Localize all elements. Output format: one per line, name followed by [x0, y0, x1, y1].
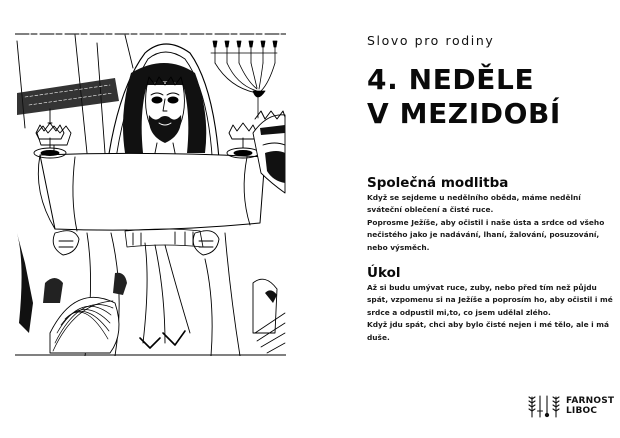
section-task [367, 264, 613, 344]
section-paragraph: Když jdu spát, chci aby bylo čisté nejen i mé tělo, ale i má duše. [367, 320, 609, 342]
wheat-sword-candle-wheat-icon [527, 394, 563, 418]
logo-line-2: LIBOC [566, 406, 598, 416]
section-heading: Společná modlitba [367, 175, 509, 191]
illustration [15, 33, 286, 356]
title-line-1: 4. NEDĚLE [367, 63, 535, 96]
illustration-jesus-reading-scroll-icon [15, 33, 286, 356]
logo-text [566, 396, 614, 416]
section-paragraph: Když se sejdeme u nedělního oběda, máme nedělní sváteční oblečení a čisté ruce. [367, 193, 581, 215]
logo-line-1: FARNOST [566, 396, 615, 406]
page-title [367, 63, 561, 131]
section-heading: Úkol [367, 265, 401, 281]
parish-logo [527, 394, 614, 418]
section-paragraph: Až si budu umývat ruce, zuby, nebo před tím než půjdu spát, vzpomenu si na Ježíše a poprosím ho, aby očistil i mé srdce a odpustil mi,to, co jsem udělal zlého. [367, 283, 613, 317]
section-common-prayer [367, 174, 613, 254]
subtitle: Slovo pro rodiny [367, 33, 495, 48]
title-line-2: V MEZIDOBÍ [367, 97, 561, 130]
section-paragraph: Poprosme Ježíše, aby očistil i naše ústa a srdce od všeho nečistého jako je nadávání, lhaní, žalování, posuzování, nebo výsměch. [367, 217, 605, 252]
